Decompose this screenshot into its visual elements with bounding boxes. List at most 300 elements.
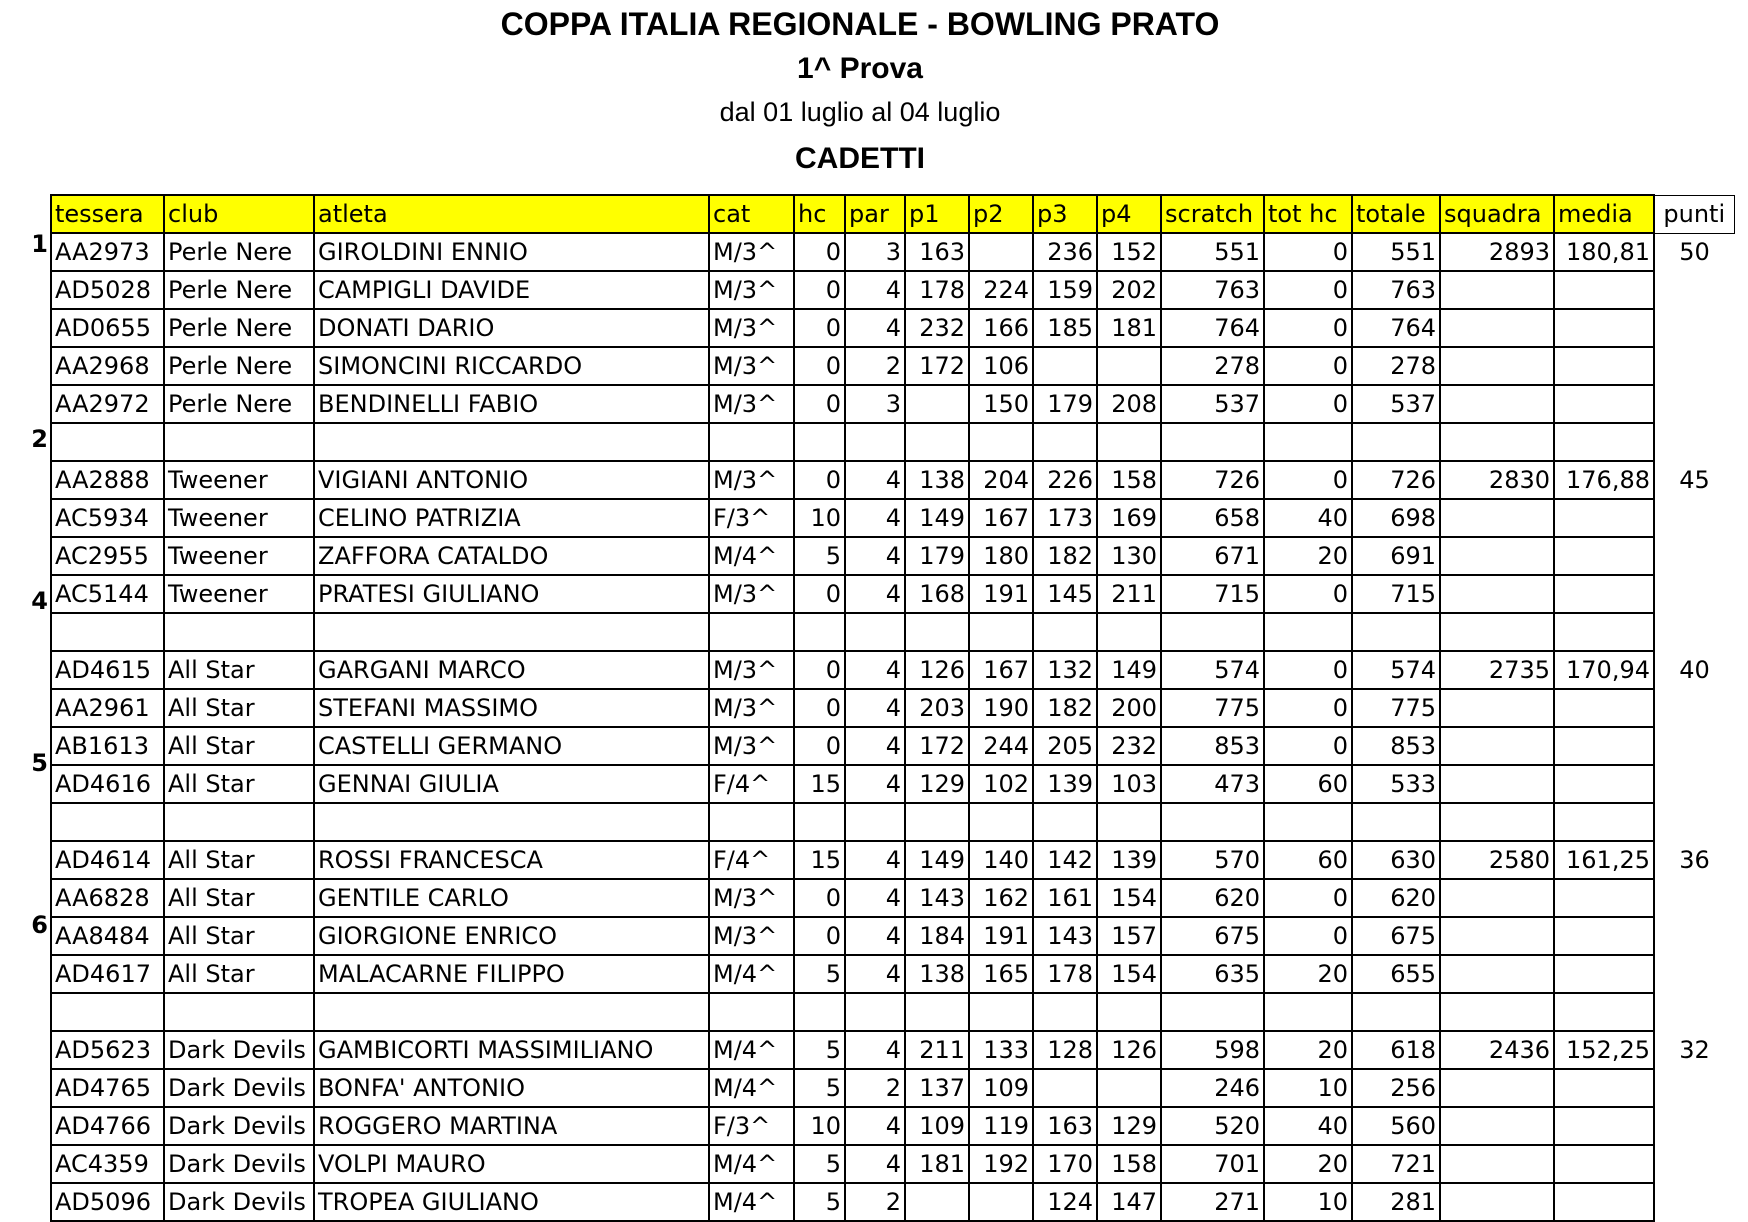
cell-scratch: 635: [1161, 955, 1264, 993]
cell-atleta: VIGIANI ANTONIO: [314, 461, 709, 499]
column-header-p3: p3: [1033, 195, 1097, 233]
spacer-cell: [164, 423, 314, 461]
table-row: [51, 765, 1734, 803]
spacer-row: [51, 423, 1734, 461]
cell-p3: 205: [1033, 727, 1097, 765]
cell-hc: 15: [794, 765, 845, 803]
table-row: [51, 917, 1734, 955]
cell-scratch: 853: [1161, 727, 1264, 765]
cell-tessera: AD5028: [51, 271, 164, 309]
table-row: [51, 841, 1734, 879]
cell-p1: 138: [905, 461, 969, 499]
cell-p3: [1033, 1069, 1097, 1107]
cell-p3: 143: [1033, 917, 1097, 955]
cell-squadra: 2580: [1440, 841, 1554, 879]
spacer-row: [51, 613, 1734, 651]
cell-scratch: 620: [1161, 879, 1264, 917]
team-rank: 6: [31, 910, 48, 939]
cell-tessera: AC2955: [51, 537, 164, 575]
spacer-cell: [794, 803, 845, 841]
cell-squadra: 2830: [1440, 461, 1554, 499]
cell-totale: 853: [1352, 727, 1440, 765]
cell-squadra: [1440, 1107, 1554, 1145]
cell-par: 3: [845, 385, 905, 423]
cell-p2: 150: [969, 385, 1033, 423]
table-row: [51, 955, 1734, 993]
cell-club: All Star: [164, 841, 314, 879]
cell-p1: 232: [905, 309, 969, 347]
cell-atleta: BENDINELLI FABIO: [314, 385, 709, 423]
spacer-cell: [1264, 993, 1352, 1031]
spacer-cell: [905, 993, 969, 1031]
team-rank: 5: [31, 748, 48, 777]
cell-squadra: [1440, 1069, 1554, 1107]
table-row: [51, 1145, 1734, 1183]
cell-media: [1554, 385, 1654, 423]
cell-punti: [1654, 955, 1734, 993]
cell-par: 4: [845, 689, 905, 727]
cell-squadra: 2893: [1440, 233, 1554, 271]
cell-p2: 224: [969, 271, 1033, 309]
cell-tot-hc: 0: [1264, 271, 1352, 309]
cell-par: 4: [845, 727, 905, 765]
cell-squadra: [1440, 1183, 1554, 1221]
table-row: [51, 727, 1734, 765]
cell-punti: [1654, 385, 1734, 423]
cell-squadra: [1440, 499, 1554, 537]
cell-p1: 203: [905, 689, 969, 727]
spacer-cell: [709, 803, 794, 841]
spacer-cell: [969, 993, 1033, 1031]
cell-p4: 129: [1097, 1107, 1161, 1145]
cell-p1: 129: [905, 765, 969, 803]
cell-totale: 537: [1352, 385, 1440, 423]
cell-cat: F/3^: [709, 1107, 794, 1145]
cell-media: [1554, 917, 1654, 955]
cell-atleta: VOLPI MAURO: [314, 1145, 709, 1183]
cell-hc: 5: [794, 537, 845, 575]
cell-p3: 142: [1033, 841, 1097, 879]
cell-atleta: STEFANI MASSIMO: [314, 689, 709, 727]
cell-atleta: GAMBICORTI MASSIMILIANO: [314, 1031, 709, 1069]
cell-atleta: ROGGERO MARTINA: [314, 1107, 709, 1145]
cell-cat: M/3^: [709, 385, 794, 423]
cell-hc: 0: [794, 879, 845, 917]
cell-hc: 5: [794, 1031, 845, 1069]
cell-hc: 5: [794, 1069, 845, 1107]
cell-p2: 133: [969, 1031, 1033, 1069]
cell-par: 4: [845, 917, 905, 955]
column-header-squadra: squadra: [1440, 195, 1554, 233]
spacer-cell: [969, 613, 1033, 651]
cell-p2: [969, 1183, 1033, 1221]
table-row: [51, 651, 1734, 689]
spacer-row: [51, 803, 1734, 841]
cell-tessera: AA2972: [51, 385, 164, 423]
column-header-scratch: scratch: [1161, 195, 1264, 233]
cell-media: [1554, 955, 1654, 993]
cell-club: Perle Nere: [164, 385, 314, 423]
cell-tessera: AD4617: [51, 955, 164, 993]
cell-tot-hc: 0: [1264, 917, 1352, 955]
cell-club: All Star: [164, 651, 314, 689]
cell-par: 4: [845, 271, 905, 309]
cell-punti: 50: [1679, 238, 1710, 267]
cell-p3: 236: [1033, 233, 1097, 271]
cell-cat: F/3^: [709, 499, 794, 537]
cell-cat: M/3^: [709, 879, 794, 917]
spacer-cell: [1352, 613, 1440, 651]
cell-p1: 184: [905, 917, 969, 955]
cell-p2: 180: [969, 537, 1033, 575]
cell-media: [1554, 1069, 1654, 1107]
cell-hc: 5: [794, 1183, 845, 1221]
cell-par: 4: [845, 879, 905, 917]
cell-tessera: AA2961: [51, 689, 164, 727]
spacer-cell: [794, 423, 845, 461]
spacer-cell: [314, 803, 709, 841]
cell-tot-hc: 0: [1264, 575, 1352, 613]
cell-p1: [905, 385, 969, 423]
cell-p3: 185: [1033, 309, 1097, 347]
cell-totale: 533: [1352, 765, 1440, 803]
cell-hc: 0: [794, 233, 845, 271]
cell-p1: 126: [905, 651, 969, 689]
cell-media: [1554, 765, 1654, 803]
cell-p4: 126: [1097, 1031, 1161, 1069]
table-row: [51, 347, 1734, 385]
cell-tessera: AC4359: [51, 1145, 164, 1183]
team-rank: 2: [31, 424, 48, 453]
column-header-cat: cat: [709, 195, 794, 233]
cell-hc: 0: [794, 689, 845, 727]
cell-p4: 158: [1097, 1145, 1161, 1183]
results-table: [50, 194, 1735, 1222]
spacer-cell: [164, 613, 314, 651]
cell-tot-hc: 10: [1264, 1183, 1352, 1221]
cell-cat: F/4^: [709, 765, 794, 803]
cell-p3: [1033, 347, 1097, 385]
cell-totale: 763: [1352, 271, 1440, 309]
cell-p1: 143: [905, 879, 969, 917]
cell-p4: 154: [1097, 879, 1161, 917]
cell-hc: 0: [794, 309, 845, 347]
cell-hc: 0: [794, 461, 845, 499]
cell-scratch: 551: [1161, 233, 1264, 271]
cell-totale: 655: [1352, 955, 1440, 993]
cell-club: All Star: [164, 765, 314, 803]
cell-tot-hc: 20: [1264, 537, 1352, 575]
cell-atleta: GIROLDINI ENNIO: [314, 233, 709, 271]
cell-par: 4: [845, 575, 905, 613]
table-row: [51, 309, 1734, 347]
cell-tessera: AA6828: [51, 879, 164, 917]
cell-p1: [905, 1183, 969, 1221]
cell-atleta: GARGANI MARCO: [314, 651, 709, 689]
cell-p1: 179: [905, 537, 969, 575]
cell-media: [1554, 689, 1654, 727]
cell-atleta: CAMPIGLI DAVIDE: [314, 271, 709, 309]
spacer-cell: [1440, 423, 1554, 461]
cell-p4: 158: [1097, 461, 1161, 499]
cell-atleta: CASTELLI GERMANO: [314, 727, 709, 765]
cell-atleta: DONATI DARIO: [314, 309, 709, 347]
cell-scratch: 675: [1161, 917, 1264, 955]
cell-p2: 204: [969, 461, 1033, 499]
cell-punti: [1654, 271, 1734, 309]
cell-club: All Star: [164, 689, 314, 727]
cell-squadra: [1440, 575, 1554, 613]
cell-scratch: 775: [1161, 689, 1264, 727]
cell-par: 4: [845, 1031, 905, 1069]
cell-club: Perle Nere: [164, 271, 314, 309]
cell-scratch: 598: [1161, 1031, 1264, 1069]
cell-par: 4: [845, 537, 905, 575]
spacer-cell: [845, 803, 905, 841]
cell-p4: 232: [1097, 727, 1161, 765]
cell-club: Perle Nere: [164, 233, 314, 271]
cell-p4: 200: [1097, 689, 1161, 727]
spacer-cell: [1654, 803, 1734, 841]
cell-p3: 124: [1033, 1183, 1097, 1221]
spacer-cell: [845, 993, 905, 1031]
cell-media: [1554, 1183, 1654, 1221]
cell-atleta: PRATESI GIULIANO: [314, 575, 709, 613]
spacer-cell: [1440, 993, 1554, 1031]
cell-squadra: 2735: [1440, 651, 1554, 689]
spacer-cell: [1554, 423, 1654, 461]
cell-scratch: 726: [1161, 461, 1264, 499]
cell-hc: 5: [794, 1145, 845, 1183]
column-header-tessera: tessera: [51, 195, 164, 233]
cell-tessera: AA2968: [51, 347, 164, 385]
cell-p3: 182: [1033, 537, 1097, 575]
cell-tessera: AD4766: [51, 1107, 164, 1145]
cell-media: [1554, 727, 1654, 765]
spacer-cell: [164, 803, 314, 841]
column-header-par: par: [845, 195, 905, 233]
spacer-cell: [905, 423, 969, 461]
cell-atleta: GENTILE CARLO: [314, 879, 709, 917]
spacer-cell: [1097, 993, 1161, 1031]
header-row: [51, 195, 1734, 233]
cell-p2: [969, 233, 1033, 271]
cell-squadra: [1440, 879, 1554, 917]
cell-tot-hc: 20: [1264, 955, 1352, 993]
cell-p4: 130: [1097, 537, 1161, 575]
cell-cat: M/3^: [709, 651, 794, 689]
table-row: [51, 233, 1734, 271]
cell-tessera: AA2973: [51, 233, 164, 271]
cell-punti: [1654, 1183, 1734, 1221]
cell-totale: 691: [1352, 537, 1440, 575]
table-row: [51, 385, 1734, 423]
spacer-cell: [709, 613, 794, 651]
column-header-tot-hc: tot hc: [1264, 195, 1352, 233]
cell-cat: M/3^: [709, 271, 794, 309]
column-header-totale: totale: [1352, 195, 1440, 233]
cell-tot-hc: 0: [1264, 651, 1352, 689]
cell-p4: 152: [1097, 233, 1161, 271]
cell-cat: M/3^: [709, 575, 794, 613]
column-header-atleta: atleta: [314, 195, 709, 233]
cell-tot-hc: 0: [1264, 727, 1352, 765]
spacer-cell: [794, 613, 845, 651]
cell-par: 2: [845, 1069, 905, 1107]
spacer-cell: [1264, 423, 1352, 461]
cell-p1: 149: [905, 841, 969, 879]
cell-club: Dark Devils: [164, 1183, 314, 1221]
spacer-cell: [1554, 993, 1654, 1031]
cell-par: 4: [845, 1107, 905, 1145]
cell-club: All Star: [164, 879, 314, 917]
cell-club: Dark Devils: [164, 1069, 314, 1107]
table-row: [51, 1069, 1734, 1107]
cell-hc: 0: [794, 347, 845, 385]
round-label: 1^ Prova: [797, 52, 923, 85]
cell-p3: 128: [1033, 1031, 1097, 1069]
cell-p2: 162: [969, 879, 1033, 917]
table-row: [51, 499, 1734, 537]
cell-scratch: 473: [1161, 765, 1264, 803]
cell-squadra: [1440, 537, 1554, 575]
cell-atleta: GIORGIONE ENRICO: [314, 917, 709, 955]
cell-tessera: AC5144: [51, 575, 164, 613]
cell-atleta: ROSSI FRANCESCA: [314, 841, 709, 879]
cell-p4: 202: [1097, 271, 1161, 309]
cell-punti: 40: [1679, 656, 1710, 684]
cell-scratch: 658: [1161, 499, 1264, 537]
cell-media: [1554, 537, 1654, 575]
cell-p2: 165: [969, 955, 1033, 993]
cell-club: Tweener: [164, 461, 314, 499]
cell-squadra: [1440, 385, 1554, 423]
column-header-hc: hc: [794, 195, 845, 233]
cell-media: [1554, 499, 1654, 537]
cell-scratch: 537: [1161, 385, 1264, 423]
table-row: [51, 689, 1734, 727]
cell-cat: M/4^: [709, 1145, 794, 1183]
cell-scratch: 271: [1161, 1183, 1264, 1221]
table-row: [51, 1183, 1734, 1221]
cell-totale: 256: [1352, 1069, 1440, 1107]
spacer-cell: [905, 803, 969, 841]
cell-tot-hc: 40: [1264, 1107, 1352, 1145]
spacer-cell: [1352, 803, 1440, 841]
spacer-cell: [1554, 613, 1654, 651]
cell-p1: 181: [905, 1145, 969, 1183]
cell-totale: 618: [1352, 1031, 1440, 1069]
column-header-club: club: [164, 195, 314, 233]
cell-cat: M/3^: [709, 461, 794, 499]
cell-club: Perle Nere: [164, 347, 314, 385]
page-title: COPPA ITALIA REGIONALE - BOWLING PRATO: [500, 6, 1220, 42]
cell-media: 170,94: [1554, 651, 1654, 689]
cell-media: [1554, 1145, 1654, 1183]
cell-punti: 36: [1679, 846, 1710, 874]
cell-punti: 45: [1679, 466, 1710, 494]
cell-squadra: [1440, 955, 1554, 993]
cell-squadra: [1440, 271, 1554, 309]
table-row: [51, 1031, 1734, 1069]
cell-p4: 211: [1097, 575, 1161, 613]
cell-p4: 149: [1097, 651, 1161, 689]
date-range: dal 01 luglio al 04 luglio: [719, 97, 1001, 127]
cell-scratch: 763: [1161, 271, 1264, 309]
cell-media: 176,88: [1554, 461, 1654, 499]
column-header-p1: p1: [905, 195, 969, 233]
cell-punti: [1654, 1145, 1734, 1183]
spacer-cell: [709, 423, 794, 461]
cell-totale: 560: [1352, 1107, 1440, 1145]
cell-hc: 10: [794, 1107, 845, 1145]
column-header-punti: punti: [1654, 195, 1734, 233]
table-row: [51, 271, 1734, 309]
cell-totale: 775: [1352, 689, 1440, 727]
cell-media: [1554, 309, 1654, 347]
cell-tessera: AD4615: [51, 651, 164, 689]
cell-p3: 132: [1033, 651, 1097, 689]
spacer-cell: [969, 803, 1033, 841]
cell-par: 4: [845, 1145, 905, 1183]
cell-p4: [1097, 347, 1161, 385]
cell-p3: 182: [1033, 689, 1097, 727]
spacer-cell: [51, 803, 164, 841]
spacer-cell: [1264, 803, 1352, 841]
spacer-cell: [969, 423, 1033, 461]
cell-tessera: AD0655: [51, 309, 164, 347]
cell-media: [1554, 1107, 1654, 1145]
cell-p2: 102: [969, 765, 1033, 803]
cell-cat: M/4^: [709, 1183, 794, 1221]
cell-p2: 166: [969, 309, 1033, 347]
cell-cat: M/3^: [709, 917, 794, 955]
spacer-cell: [51, 993, 164, 1031]
spacer-cell: [905, 613, 969, 651]
cell-punti: [1654, 879, 1734, 917]
cell-p4: 157: [1097, 917, 1161, 955]
cell-punti: [1654, 347, 1734, 385]
cell-tot-hc: 0: [1264, 461, 1352, 499]
cell-totale: 551: [1352, 233, 1440, 271]
cell-p2: 167: [969, 499, 1033, 537]
cell-par: 4: [845, 309, 905, 347]
spacer-cell: [1554, 803, 1654, 841]
cell-p4: 103: [1097, 765, 1161, 803]
cell-p2: 106: [969, 347, 1033, 385]
cell-cat: M/4^: [709, 955, 794, 993]
cell-hc: 5: [794, 955, 845, 993]
spacer-cell: [709, 993, 794, 1031]
cell-p3: 226: [1033, 461, 1097, 499]
cell-punti: [1654, 1107, 1734, 1145]
cell-cat: M/4^: [709, 537, 794, 575]
cell-par: 4: [845, 841, 905, 879]
spacer-cell: [1352, 993, 1440, 1031]
cell-tessera: AD4765: [51, 1069, 164, 1107]
table-row: [51, 1107, 1734, 1145]
cell-hc: 0: [794, 385, 845, 423]
cell-club: Perle Nere: [164, 309, 314, 347]
cell-squadra: [1440, 765, 1554, 803]
cell-media: [1554, 575, 1654, 613]
cell-tot-hc: 0: [1264, 879, 1352, 917]
cell-squadra: [1440, 917, 1554, 955]
cell-tessera: AA8484: [51, 917, 164, 955]
spacer-cell: [1033, 803, 1097, 841]
spacer-cell: [845, 613, 905, 651]
spacer-cell: [1440, 803, 1554, 841]
